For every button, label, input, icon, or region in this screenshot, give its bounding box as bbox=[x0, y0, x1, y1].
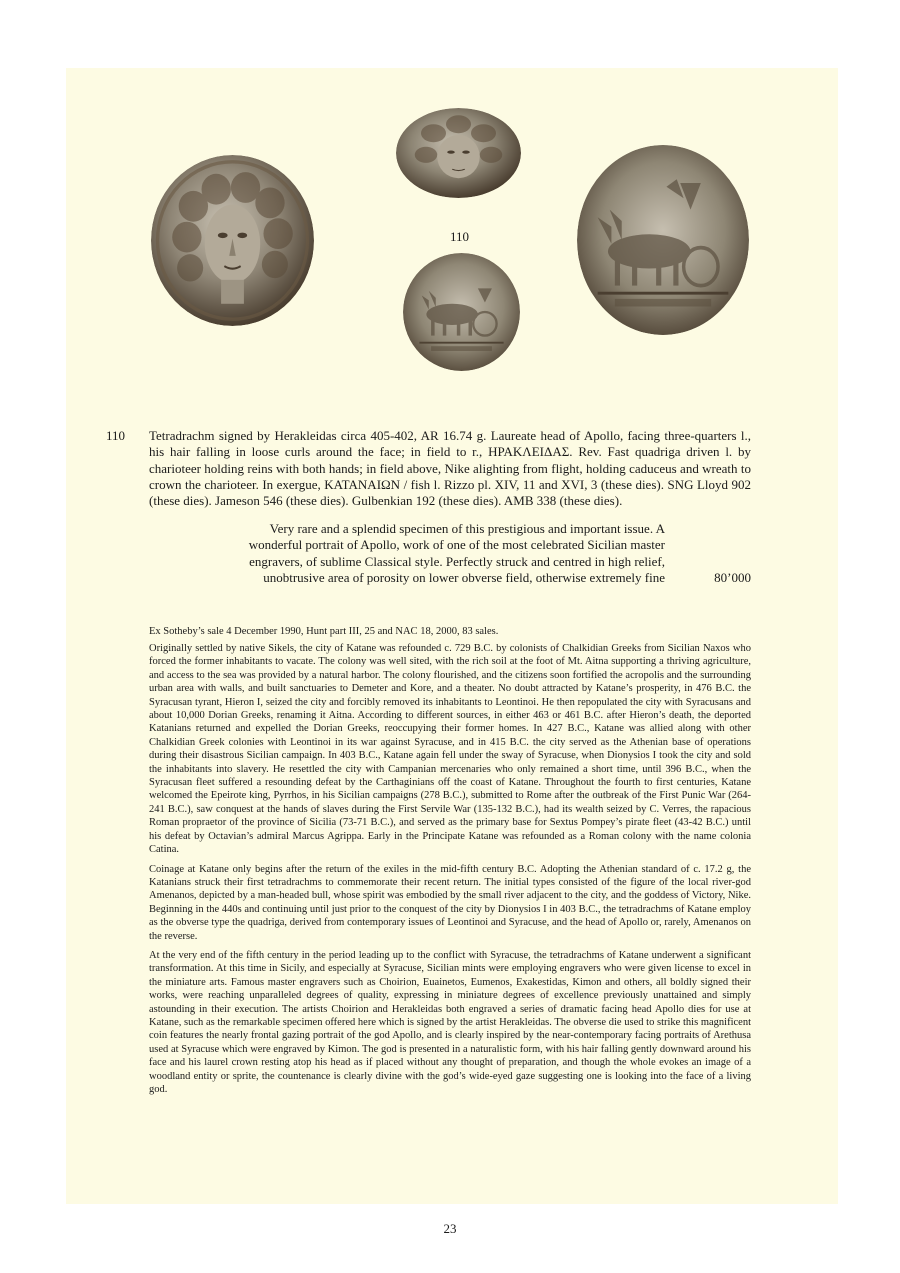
page-number: 23 bbox=[443, 1221, 457, 1236]
coin-reverse-large-image bbox=[577, 145, 749, 335]
note-paragraph: At the very end of the fifth century in the period leading up to the conflict with Syracuse, the tetradrachms of Katane underwent a significant transformation. At this time in Sicily, and especially at Syracuse, Sicilian mints were employing engravers who were given license to excel in the miniature arts. Famous master engravers such as Choirion, Euainetos, Eumenos, Exakestidas, Kimon and others, all boldly signed their works, were reaching unparalleled degrees of quality, expressing in miniature degrees of excellence previously unattained and simply astounding in their execution. The artists Choirion and Herakleidas both engraved a series of dramatic facing head Apollo dies for use at Katane, such as the remarkable specimen offered here which is signed by the artist Herakleidas. The obverse die used to strike this magnificent coin features the nearly frontal gazing portrait of the god Apollo, and is clearly inspired by the near-contemporary facing portraits of Arethusa used at Syracuse which were engraved by Kimon. The god is presented in a naturalistic form, with his hair falling gently downward around his face and his laurel crown resting atop his head as if placed without any thought of preparation, and though the whole evokes an image of a woodland entity or sprite, the countenance is clearly divine with the god’s wide-eyed gaze suggesting one is looking into the face of a living god. bbox=[149, 949, 751, 1095]
lot-number: 110 bbox=[106, 428, 126, 443]
coin-reverse-small-image bbox=[403, 253, 520, 371]
note-paragraph: Originally settled by native Sikels, the city of Katane was refounded c. 729 B.C. by colonists of Chalkidian Greeks from Sicilian Naxos who forced the former inhabitants to vacate. The colony was well sited, with the rich soil at the foot of Mt. Aitna supporting a thriving agriculture, and access to the sea was provided by a natural harbor. The colony flourished, and the citizens soon fortified the acropolis and the surrounding urban area with walls, and built sanctuaries to Demeter and Kore, and a theater. No doubt attracted by Katane’s prosperity, in 476 B.C. the Syracusan tyrant, Hieron I, seized the city and forcibly removed its inhabitants to Leontinoi. He then repopulated the city with Syracusans and about 10,000 Dorian Greeks, renaming it Aitna. According to different sources, in either 463 or 461 B.C. after Hieron’s death, the deported Katanians returned and expelled the Dorian Greeks, reoccupying their former homes. In 427 B.C., Katane was allied along with other Chalkidian Greek colonies with Leontinoi in its war against Syracuse, and in 415 B.C. the city served as the Athenian base of operations during their disastrous Sicilian campaign. In 403 B.C., Katane again fell under the sway of Syracuse, when Dionysios I took the city and sold the inhabitants into slavery. He resettled the city with Campanian mercenaries who only remained a short time, until 396 B.C., when the Syracusan fleet suffered a resounding defeat by the Carthaginians off the coast of Katane. Throughout the fourth to first centuries, Katane welcomed the Epeirote king, Pyrrhos, in his Sicilian campaigns (278 B.C.), submitted to Rome after the outbreak of the First Punic War (264-241 B.C.), saw conquest at the hands of slaves during the First Servile War (135-132 B.C.), had its wealth seized by C. Verres, the rapacious Roman propraetor of the province of Sicilia (73-71 B.C.), and served as the primary base for Sextus Pompey’s pirate fleet (43-42 B.C.) until his defeat by Octavian’s admiral Marcus Agrippa. Early in the Principate Katane was refounded as a Roman colony with the name colonia Catina. bbox=[149, 643, 751, 856]
lot-description: Tetradrachm signed by Herakleidas circa 405-402, AR 16.74 g. Laureate head of Apollo, facing three-quarters l., his hair falling in loose curls around the face; in field to r., ΗΡΑΚΛΕΙΔΑΣ. Rev. Fast quadriga driven l. by charioteer holding reins with both hands; in field above, Nike alighting from flight, holding caduceus and wreath to crown the charioteer. In exergue, ΚΑΤΑΝΑΙΩΝ / fish l. Rizzo pl. XIV, 11 and XVI, 3 (these dies). SNG Lloyd 902 (these dies). Jameson 546 (these dies). Gulbenkian 192 (these dies). AMB 338 (these dies). bbox=[149, 428, 751, 509]
lot-estimate: 80’000 bbox=[714, 570, 751, 585]
lot-commentary: Very rare and a splendid specimen of this prestigious and important issue. A wonderful portrait of Apollo, work of one of the most celebrated Sicilian master engravers, of sublime Classical style. Perfectly struck and centred in high relief, unobtrusive area of porosity on lower obverse field, otherwise extremely fine bbox=[248, 521, 665, 585]
note-paragraph: Coinage at Katane only begins after the return of the exiles in the mid-fifth century B.C. Adopting the Athenian standard of c. 17.2 g, the Katanians struck their first tetradrachms to commemorate their recent return. The initial types consisted of the figure of the local river-god Amenanos, depicted by a man-headed bull, whose spirit was embodied by the small river adjacent to the city, and the goddess of Victory, Nike. Beginning in the 440s and continuing until just prior to the conquest of the city by Dionysios I in 403 B.C., the tetradrachms of Katane employ as the obverse type the quadriga, derived from contemporary issues of Leontinoi and Syracuse, and the head of Apollo or, rarely, Amenanos on the reverse. bbox=[149, 863, 751, 942]
image-lot-label: 110 bbox=[450, 229, 470, 244]
historical-notes bbox=[149, 642, 751, 1102]
coin-obverse-small-image bbox=[396, 108, 521, 198]
provenance-note: Ex Sotheby’s sale 4 December 1990, Hunt part III, 25 and NAC 18, 2000, 83 sales. bbox=[149, 626, 499, 637]
coin-obverse-large-image bbox=[151, 155, 314, 326]
